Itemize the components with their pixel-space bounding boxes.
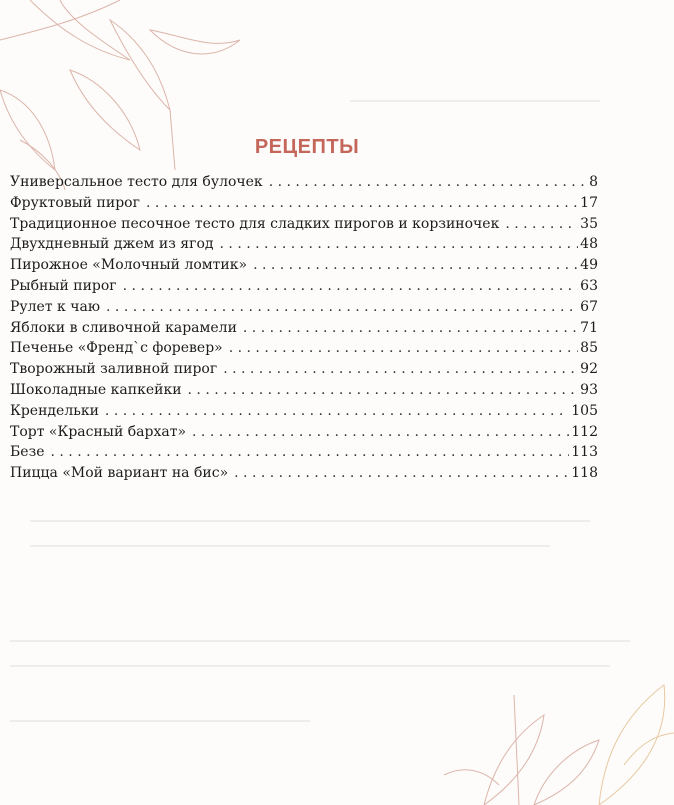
toc-page-number: 49 xyxy=(580,257,598,274)
toc-page-number: 63 xyxy=(580,277,598,294)
toc-entry-title: Крендельки xyxy=(10,402,99,419)
toc-entry-title: Рыбный пирог xyxy=(10,277,117,294)
toc-entry[interactable] xyxy=(10,299,598,320)
floral-decoration-top-icon xyxy=(0,0,250,190)
dot-leader xyxy=(269,174,587,190)
dot-leader xyxy=(229,340,578,356)
bleed-through-mark xyxy=(10,640,630,642)
toc-entry-title: Традиционное песочное тесто для сладких пирогов и корзиночек xyxy=(10,215,500,232)
toc-entry-title: Фруктовый пирог xyxy=(10,194,140,211)
floral-decoration-bottom-icon xyxy=(424,655,674,805)
dot-leader xyxy=(51,444,570,460)
dot-leader xyxy=(243,320,578,336)
toc-entry[interactable] xyxy=(10,403,598,424)
toc-entry-title: Пицца «Мой вариант на бис» xyxy=(10,465,229,482)
bleed-through-mark xyxy=(350,100,600,102)
toc-page-number: 113 xyxy=(571,444,598,461)
page-title: РЕЦЕПТЫ xyxy=(254,136,360,158)
toc-entry-title: Яблоки в сливочной карамели xyxy=(10,319,237,336)
toc-page-number: 48 xyxy=(580,236,598,253)
toc-entry-title: Пирожное «Молочный ломтик» xyxy=(10,257,248,274)
toc-entry[interactable] xyxy=(10,382,598,403)
toc-entry[interactable] xyxy=(10,216,598,237)
toc-entry[interactable] xyxy=(10,361,598,382)
toc-entry[interactable] xyxy=(10,195,598,216)
dot-leader xyxy=(192,424,569,440)
toc-entry-title: Универсальное тесто для булочек xyxy=(10,174,263,190)
toc-page-number: 71 xyxy=(580,319,598,336)
table-of-contents xyxy=(10,174,598,486)
toc-entry[interactable] xyxy=(10,424,598,445)
dot-leader xyxy=(505,216,578,232)
toc-entry-title: Шоколадные капкейки xyxy=(10,381,182,398)
dot-leader xyxy=(220,236,579,252)
dot-leader xyxy=(123,278,579,294)
dot-leader xyxy=(106,299,578,315)
toc-page-number: 85 xyxy=(580,340,598,357)
toc-entry-title: Рулет к чаю xyxy=(10,298,101,315)
toc-entry[interactable] xyxy=(10,444,598,465)
toc-page-number: 93 xyxy=(580,381,598,398)
toc-page-number: 67 xyxy=(580,298,598,315)
dot-leader xyxy=(188,382,579,398)
toc-entry[interactable] xyxy=(10,174,598,195)
toc-entry[interactable] xyxy=(10,278,598,299)
toc-entry[interactable] xyxy=(10,320,598,341)
toc-entry[interactable] xyxy=(10,257,598,278)
toc-entry-title: Печенье «Френд`с форевер» xyxy=(10,340,223,357)
toc-entry[interactable] xyxy=(10,465,598,486)
toc-page-number: 8 xyxy=(589,174,598,190)
dot-leader xyxy=(253,257,578,273)
toc-entry-title: Торт «Красный бархат» xyxy=(10,423,187,440)
bleed-through-mark xyxy=(10,665,610,667)
bleed-through-mark xyxy=(30,545,550,547)
dot-leader xyxy=(105,403,569,419)
toc-page-number: 92 xyxy=(580,361,598,378)
toc-page-number: 35 xyxy=(580,215,598,232)
toc-entry[interactable] xyxy=(10,340,598,361)
dot-leader xyxy=(223,361,578,377)
bleed-through-mark xyxy=(10,720,310,722)
toc-entry[interactable] xyxy=(10,236,598,257)
dot-leader xyxy=(234,465,569,481)
toc-page-number: 112 xyxy=(571,423,598,440)
toc-entry-title: Двухдневный джем из ягод xyxy=(10,236,214,253)
toc-entry-title: Безе xyxy=(10,444,45,461)
bleed-through-mark xyxy=(30,520,590,522)
toc-page-number: 17 xyxy=(580,194,598,211)
toc-page-number: 105 xyxy=(571,402,598,419)
dot-leader xyxy=(146,195,578,211)
toc-entry-title: Творожный заливной пирог xyxy=(10,361,218,378)
toc-page-number: 118 xyxy=(571,465,598,482)
